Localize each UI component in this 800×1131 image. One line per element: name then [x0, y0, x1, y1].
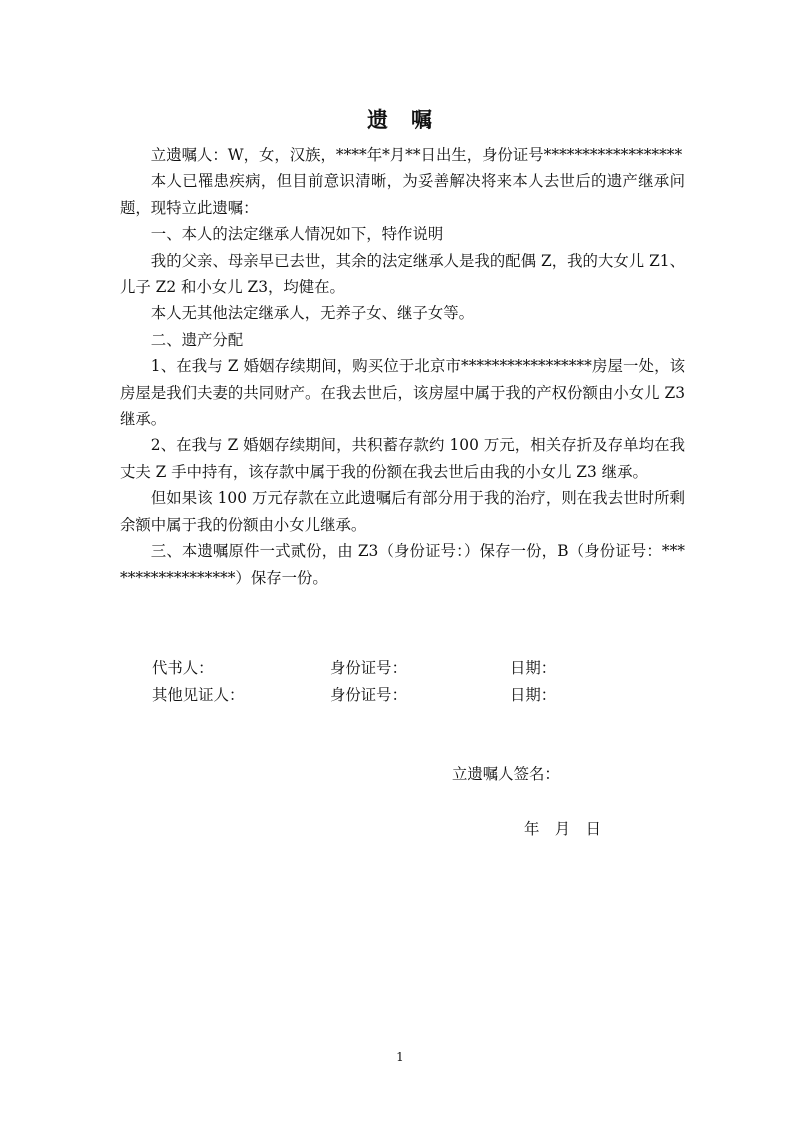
testator-signature-label: 立遗嘱人签名：	[452, 765, 560, 783]
savings-remainder-paragraph: 但如果该 100 万元存款在立此遗嘱后有部分用于我的治疗，则在我去世时所剩余额中属于我的份额由小女儿继承。	[120, 489, 685, 534]
signature-date: 年 月 日	[524, 820, 601, 838]
section-heading-heirs: 一、本人的法定继承人情况如下，特作说明	[150, 225, 444, 244]
will-body	[120, 142, 685, 591]
no-other-heirs-paragraph: 本人无其他法定继承人，无养子女、继子女等。	[150, 304, 475, 323]
scribe-date-label: 日期：	[510, 659, 557, 677]
document-title: 遗 嘱	[367, 107, 433, 132]
witness-id-label: 身份证号：	[330, 686, 407, 704]
section-heading-distribution: 二、遗产分配	[150, 330, 244, 349]
copies-clause-paragraph: 三、本遗嘱原件一式贰份，由 Z3（身份证号：）保存一份，B（身份证号：******************）保存一份。	[120, 542, 685, 587]
witness-date-label: 日期：	[510, 686, 557, 704]
house-clause-paragraph: 1、在我与 Z 婚姻存续期间，购买位于北京市*****************房屋一处，该房屋是我们夫妻的共同财产。在我去世后，该房屋中属于我的产权份额由小女儿 Z3 继承。	[120, 357, 685, 429]
witness-label: 其他见证人：	[152, 686, 245, 704]
purpose-paragraph: 本人已罹患疾病，但目前意识清晰，为妥善解决将来本人去世后的遗产继承问题，现特立此遗嘱：	[120, 172, 685, 217]
page-number: 1	[396, 1050, 404, 1064]
savings-clause-paragraph: 2、在我与 Z 婚姻存续期间，共积蓄存款约 100 万元，相关存折及存单均在我丈夫 Z 手中持有，该存款中属于我的份额在我去世后由我的小女儿 Z3 继承。	[120, 436, 685, 481]
testator-info-paragraph: 立遗嘱人：W，女，汉族，****年*月**日出生，身份证号******************	[150, 146, 683, 164]
scribe-id-label: 身份证号：	[330, 659, 407, 677]
heirs-paragraph: 我的父亲、母亲早已去世，其余的法定继承人是我的配偶 Z，我的大女儿 Z1、儿子 Z2 和小女儿 Z3，均健在。	[120, 251, 685, 297]
scribe-label: 代书人：	[152, 659, 214, 677]
